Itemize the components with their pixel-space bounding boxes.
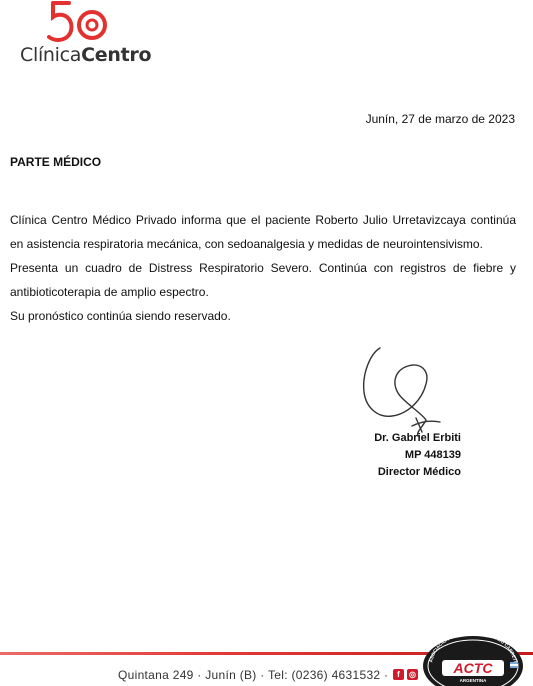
- actc-badge-logo: [420, 626, 526, 686]
- signature-block: [374, 430, 461, 481]
- facebook-icon[interactable]: f: [393, 669, 404, 680]
- paragraph: Clínica Centro Médico Privado informa que el paciente Roberto Julio Urretavizcaya continúa en asistencia respiratoria mecánica, con sedoanalgesia y medidas de neurointensivismo.: [10, 213, 516, 251]
- instagram-icon[interactable]: ◎: [407, 669, 418, 680]
- handwritten-signature: [356, 340, 446, 440]
- footer-contact: Quintana 249 · Junín (B) · Tel: (0236) 4631532 ·: [118, 668, 389, 682]
- paragraph: Presenta un cuadro de Distress Respiratorio Severo. Continúa con registros de fiebre y antibioticoterapia de amplio espectro.: [10, 261, 516, 299]
- letter-body: [10, 208, 516, 328]
- doctor-license: MP 448139: [404, 449, 461, 461]
- clinic-name: ClínicaCentro: [20, 44, 152, 66]
- clinic-logo: [10, 0, 152, 70]
- badge-country: ARGENTINA: [459, 678, 487, 683]
- doctor-role: Director Médico: [377, 466, 461, 478]
- badge-logo-text: ACTC: [453, 660, 493, 676]
- badge-arc-text: ASOCIACIÓN CORREDORES TURISMO CARRET: [428, 629, 518, 663]
- letter-title: PARTE MÉDICO: [10, 155, 102, 169]
- doctor-name: Dr. Gabriel Erbiti: [374, 432, 461, 444]
- paragraph: Su pronóstico continúa siendo reservado.: [10, 309, 231, 323]
- social-links: [393, 669, 418, 680]
- fifty-years-logo-icon: [43, 0, 113, 42]
- letter-date: Junín, 27 de marzo de 2023: [365, 112, 515, 126]
